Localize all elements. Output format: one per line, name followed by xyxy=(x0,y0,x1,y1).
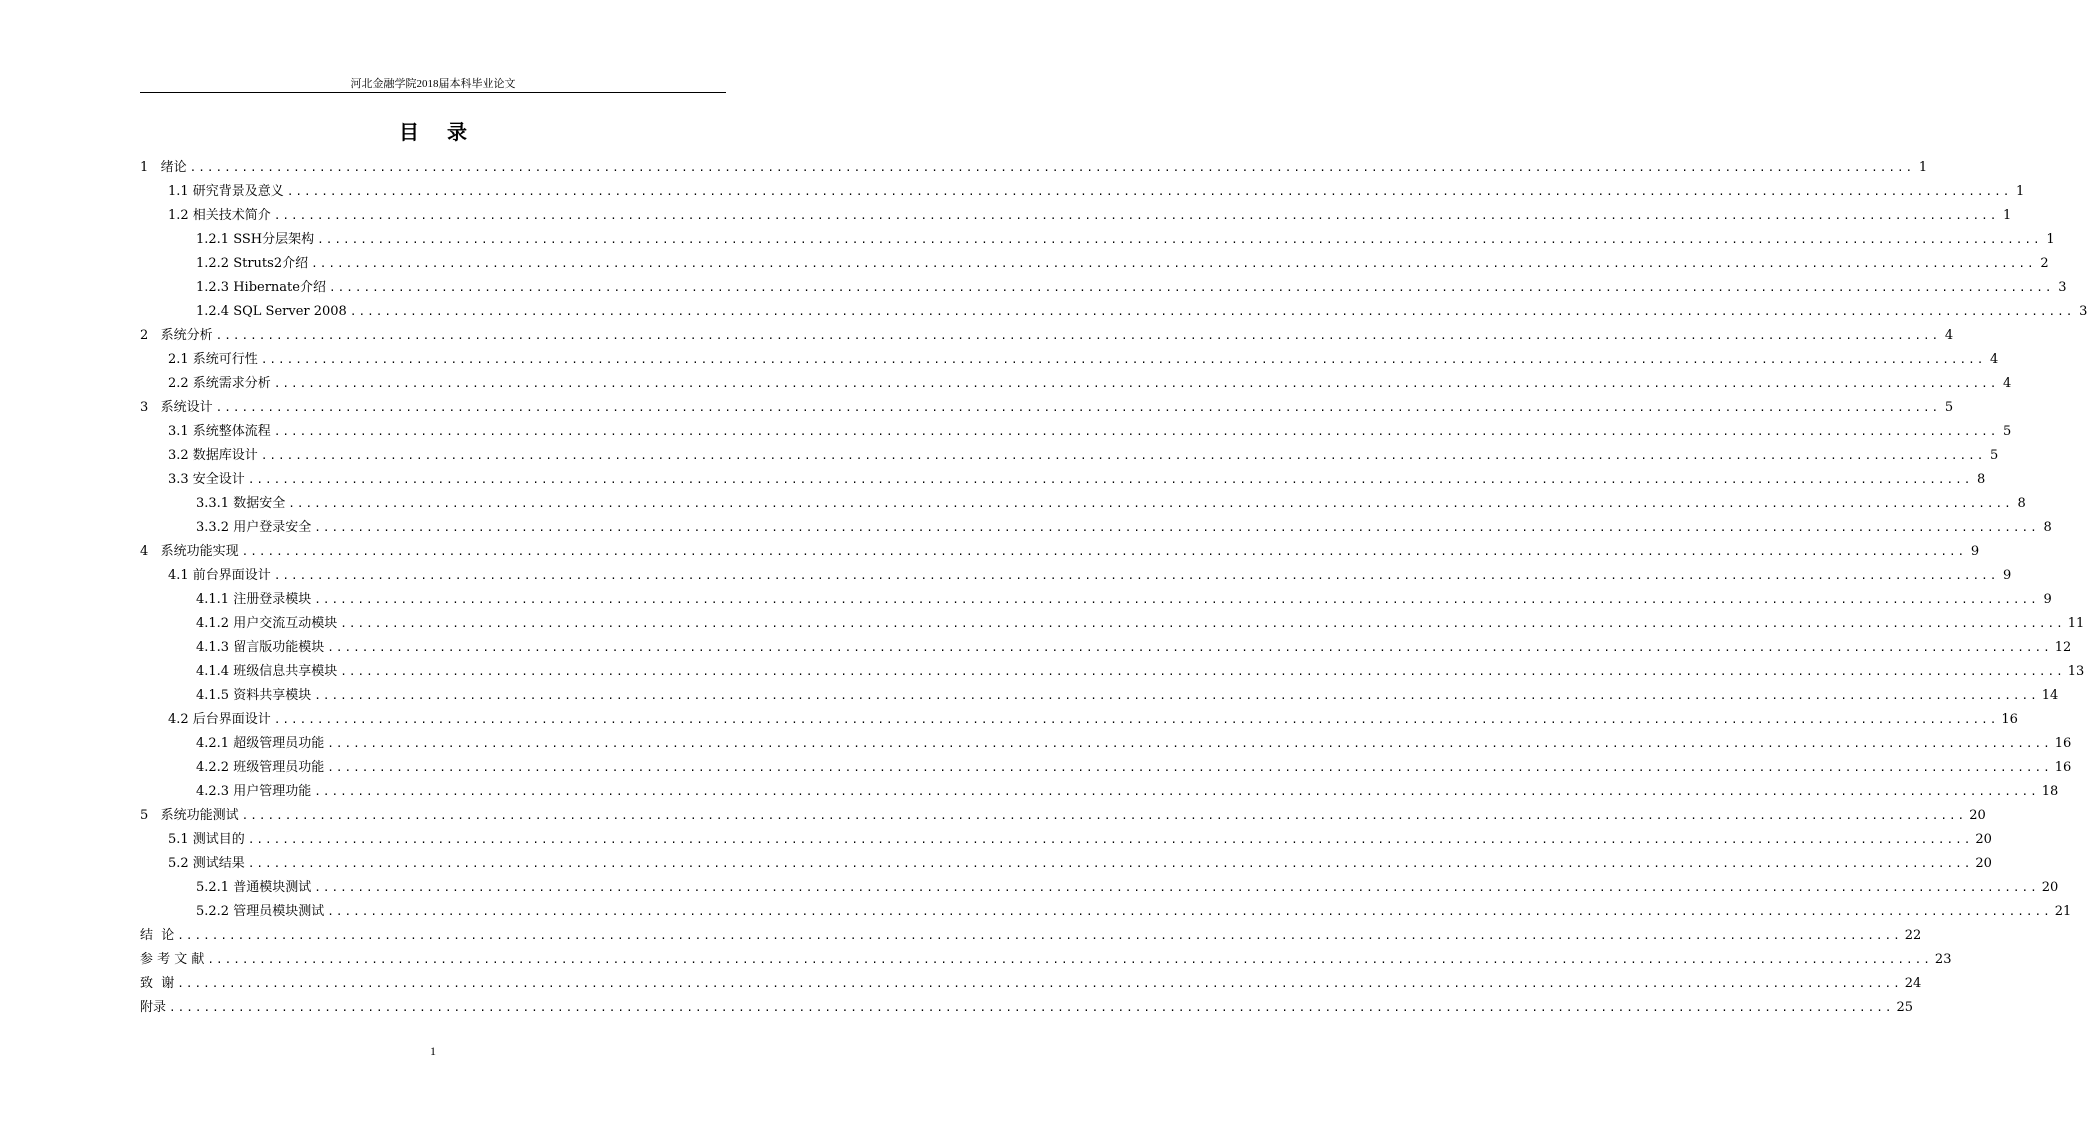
toc-entry[interactable] xyxy=(140,252,2049,276)
toc-entry[interactable] xyxy=(140,900,2072,924)
dot-leader: ........................................................................................................................................................................................................ xyxy=(241,545,1967,558)
toc-entry-page: 22 xyxy=(1904,928,1922,943)
toc-entry[interactable] xyxy=(140,420,2012,444)
toc-entry-page: 16 xyxy=(2001,712,2018,727)
toc-entry-label: 2.2 系统需求分析 xyxy=(168,376,271,391)
dot-leader: ........................................................................................................................................................................................................ xyxy=(215,401,1941,414)
dot-leader: ........................................................................................................................................................................................................ xyxy=(273,713,1999,726)
toc-entry-label: 3.3 安全设计 xyxy=(168,472,245,487)
page-title: 目录 xyxy=(399,120,495,144)
dot-leader: ........................................................................................................................................................................................................ xyxy=(340,665,2065,678)
toc-entry-page: 5 xyxy=(2003,424,2012,439)
toc-entry-label: 1.1 研究背景及意义 xyxy=(168,184,284,199)
toc-entry-page: 4 xyxy=(2003,376,2012,391)
toc-entry-page: 8 xyxy=(1977,472,1986,487)
toc-entry-page: 18 xyxy=(2041,784,2059,799)
toc-entry-label: 2.1 系统可行性 xyxy=(168,352,258,367)
dot-leader: ........................................................................................................................................................................................................ xyxy=(260,353,1986,366)
toc-entry-label: 附录 xyxy=(140,1000,167,1015)
dot-leader: ........................................................................................................................................................................................................ xyxy=(314,785,2039,798)
dot-leader: ........................................................................................................................................................................................................ xyxy=(314,521,2039,534)
dot-leader: ........................................................................................................................................................................................................ xyxy=(328,281,2054,294)
toc-entry[interactable] xyxy=(140,996,1914,1020)
toc-entry[interactable] xyxy=(140,300,2087,324)
toc-entry[interactable] xyxy=(140,948,1952,972)
toc-entry[interactable] xyxy=(140,612,2085,636)
toc-entry[interactable] xyxy=(140,372,2012,396)
toc-entry[interactable] xyxy=(140,660,2085,684)
toc-entry[interactable] xyxy=(140,684,2059,708)
toc-entry-label: 1.2.1 SSH分层架构 xyxy=(196,232,315,247)
toc-entry-label: 致 谢 xyxy=(140,976,175,991)
dot-leader: ........................................................................................................................................................................................................ xyxy=(286,185,2012,198)
toc-entry[interactable] xyxy=(140,396,1954,420)
dot-leader: ........................................................................................................................................................................................................ xyxy=(273,569,1999,582)
toc-entry-page: 21 xyxy=(2054,904,2072,919)
toc-entry[interactable] xyxy=(140,852,1992,876)
toc-entry-page: 13 xyxy=(2067,664,2085,679)
dot-leader: ........................................................................................................................................................................................................ xyxy=(241,809,1967,822)
toc-entry-label: 3.3.1 数据安全 xyxy=(196,496,286,511)
toc-entry-page: 23 xyxy=(1934,952,1952,967)
dot-leader: ........................................................................................................................................................................................................ xyxy=(288,497,2013,510)
dot-leader: ........................................................................................................................................................................................................ xyxy=(177,977,1902,990)
toc-entry[interactable] xyxy=(140,348,1999,372)
toc-entry-label: 4.1.4 班级信息共享模块 xyxy=(196,664,338,679)
toc-entry-page: 20 xyxy=(1975,832,1992,847)
toc-entry-label: 结 论 xyxy=(140,928,175,943)
dot-leader: ........................................................................................................................................................................................................ xyxy=(247,857,1973,870)
header-rule xyxy=(140,92,726,93)
dot-leader: ........................................................................................................................................................................................................ xyxy=(169,1001,1894,1014)
toc-entry-label: 5 系统功能测试 xyxy=(140,808,239,823)
toc-entry[interactable] xyxy=(140,516,2052,540)
toc-entry-label: 3 系统设计 xyxy=(140,400,213,415)
dot-leader: ........................................................................................................................................................................................................ xyxy=(189,161,1915,174)
dot-leader: ........................................................................................................................................................................................................ xyxy=(327,761,2052,774)
toc-entry-label: 4.2 后台界面设计 xyxy=(168,712,271,727)
toc-entry-page: 12 xyxy=(2054,640,2072,655)
toc-entry-page: 5 xyxy=(1990,448,1999,463)
dot-leader: ........................................................................................................................................................................................................ xyxy=(311,257,2036,270)
toc-entry-label: 4.1.5 资料共享模块 xyxy=(196,688,312,703)
table-of-contents xyxy=(140,156,2087,1020)
toc-entry[interactable] xyxy=(140,828,1992,852)
toc-entry-label: 4.2.2 班级管理员功能 xyxy=(196,760,325,775)
dot-leader: ........................................................................................................................................................................................................ xyxy=(349,305,2075,318)
toc-entry[interactable] xyxy=(140,468,1986,492)
toc-entry[interactable] xyxy=(140,276,2067,300)
toc-entry[interactable] xyxy=(140,324,1954,348)
running-header: 河北金融学院2018届本科毕业论文 xyxy=(350,78,516,90)
toc-entry[interactable] xyxy=(140,228,2055,252)
toc-entry[interactable] xyxy=(140,444,1999,468)
toc-entry-page: 24 xyxy=(1904,976,1922,991)
toc-entry[interactable] xyxy=(140,540,1980,564)
toc-entry-page: 8 xyxy=(2043,520,2052,535)
dot-leader: ........................................................................................................................................................................................................ xyxy=(314,593,2039,606)
toc-entry-label: 4.1 前台界面设计 xyxy=(168,568,271,583)
page-number: 1 xyxy=(430,1044,436,1058)
toc-entry-label: 4 系统功能实现 xyxy=(140,544,239,559)
toc-entry[interactable] xyxy=(140,204,2012,228)
dot-leader: ........................................................................................................................................................................................................ xyxy=(215,329,1941,342)
toc-entry-label: 5.2.1 普通模块测试 xyxy=(196,880,312,895)
dot-leader: ........................................................................................................................................................................................................ xyxy=(327,905,2052,918)
toc-entry-label: 1.2.3 Hibernate介绍 xyxy=(196,280,326,295)
toc-entry-label: 1.2.4 SQL Server 2008 xyxy=(196,304,347,319)
toc-entry[interactable] xyxy=(140,564,2012,588)
toc-entry-label: 3.3.2 用户登录安全 xyxy=(196,520,312,535)
dot-leader: ........................................................................................................................................................................................................ xyxy=(177,929,1902,942)
toc-entry[interactable] xyxy=(140,972,1922,996)
toc-entry-label: 5.2 测试结果 xyxy=(168,856,245,871)
dot-leader: ........................................................................................................................................................................................................ xyxy=(327,641,2052,654)
toc-entry-label: 4.1.1 注册登录模块 xyxy=(196,592,312,607)
toc-entry-page: 3 xyxy=(2079,304,2087,319)
toc-entry-page: 25 xyxy=(1896,1000,1914,1015)
toc-entry-label: 2 系统分析 xyxy=(140,328,213,343)
toc-entry[interactable] xyxy=(140,636,2072,660)
dot-leader: ........................................................................................................................................................................................................ xyxy=(247,833,1973,846)
toc-entry-page: 1 xyxy=(2003,208,2012,223)
dot-leader: ........................................................................................................................................................................................................ xyxy=(207,953,1932,966)
toc-entry-label: 3.1 系统整体流程 xyxy=(168,424,271,439)
toc-entry-label: 参 考 文 献 xyxy=(140,952,205,967)
toc-entry-page: 20 xyxy=(1969,808,1986,823)
toc-entry-label: 4.2.3 用户管理功能 xyxy=(196,784,312,799)
toc-entry-page: 20 xyxy=(2041,880,2059,895)
toc-entry-label: 1.2 相关技术简介 xyxy=(168,208,271,223)
toc-entry-page: 9 xyxy=(2043,592,2052,607)
toc-entry-page: 8 xyxy=(2017,496,2026,511)
dot-leader: ........................................................................................................................................................................................................ xyxy=(273,209,1999,222)
toc-entry[interactable] xyxy=(140,492,2026,516)
toc-entry-page: 2 xyxy=(2040,256,2049,271)
toc-entry[interactable] xyxy=(140,804,1986,828)
toc-entry-label: 5.1 测试目的 xyxy=(168,832,245,847)
toc-entry-page: 9 xyxy=(1970,544,1980,559)
toc-entry[interactable] xyxy=(140,708,2018,732)
toc-entry[interactable] xyxy=(140,924,1922,948)
dot-leader: ........................................................................................................................................................................................................ xyxy=(317,233,2042,246)
toc-entry-page: 3 xyxy=(2058,280,2067,295)
toc-entry[interactable] xyxy=(140,588,2052,612)
toc-entry-page: 4 xyxy=(1944,328,1954,343)
dot-leader: ........................................................................................................................................................................................................ xyxy=(273,425,1999,438)
toc-entry-label: 4.1.2 用户交流互动模块 xyxy=(196,616,338,631)
toc-entry-label: 4.1.3 留言版功能模块 xyxy=(196,640,325,655)
dot-leader: ........................................................................................................................................................................................................ xyxy=(260,449,1986,462)
toc-entry-page: 11 xyxy=(2067,616,2085,631)
toc-entry-page: 4 xyxy=(1990,352,1999,367)
dot-leader: ........................................................................................................................................................................................................ xyxy=(247,473,1973,486)
toc-entry[interactable] xyxy=(140,756,2072,780)
toc-entry-label: 1.2.2 Struts2介绍 xyxy=(196,256,309,271)
toc-entry-page: 1 xyxy=(2046,232,2055,247)
toc-entry-page: 1 xyxy=(2016,184,2025,199)
toc-entry-page: 16 xyxy=(2054,760,2072,775)
toc-entry[interactable] xyxy=(140,876,2059,900)
toc-entry-page: 1 xyxy=(1918,160,1928,175)
dot-leader: ........................................................................................................................................................................................................ xyxy=(314,881,2039,894)
dot-leader: ........................................................................................................................................................................................................ xyxy=(314,689,2039,702)
toc-entry-page: 16 xyxy=(2054,736,2072,751)
dot-leader: ........................................................................................................................................................................................................ xyxy=(273,377,1999,390)
toc-entry-label: 1 绪论 xyxy=(140,160,187,175)
toc-entry-page: 9 xyxy=(2003,568,2012,583)
toc-entry[interactable] xyxy=(140,180,2025,204)
toc-entry[interactable] xyxy=(140,780,2059,804)
toc-entry[interactable] xyxy=(140,156,1928,180)
toc-entry-label: 4.2.1 超级管理员功能 xyxy=(196,736,325,751)
toc-entry-page: 14 xyxy=(2041,688,2059,703)
dot-leader: ........................................................................................................................................................................................................ xyxy=(340,617,2065,630)
dot-leader: ........................................................................................................................................................................................................ xyxy=(327,737,2052,750)
toc-entry-label: 5.2.2 管理员模块测试 xyxy=(196,904,325,919)
toc-entry-page: 20 xyxy=(1975,856,1992,871)
toc-entry-label: 3.2 数据库设计 xyxy=(168,448,258,463)
toc-entry-page: 5 xyxy=(1944,400,1954,415)
toc-entry[interactable] xyxy=(140,732,2072,756)
